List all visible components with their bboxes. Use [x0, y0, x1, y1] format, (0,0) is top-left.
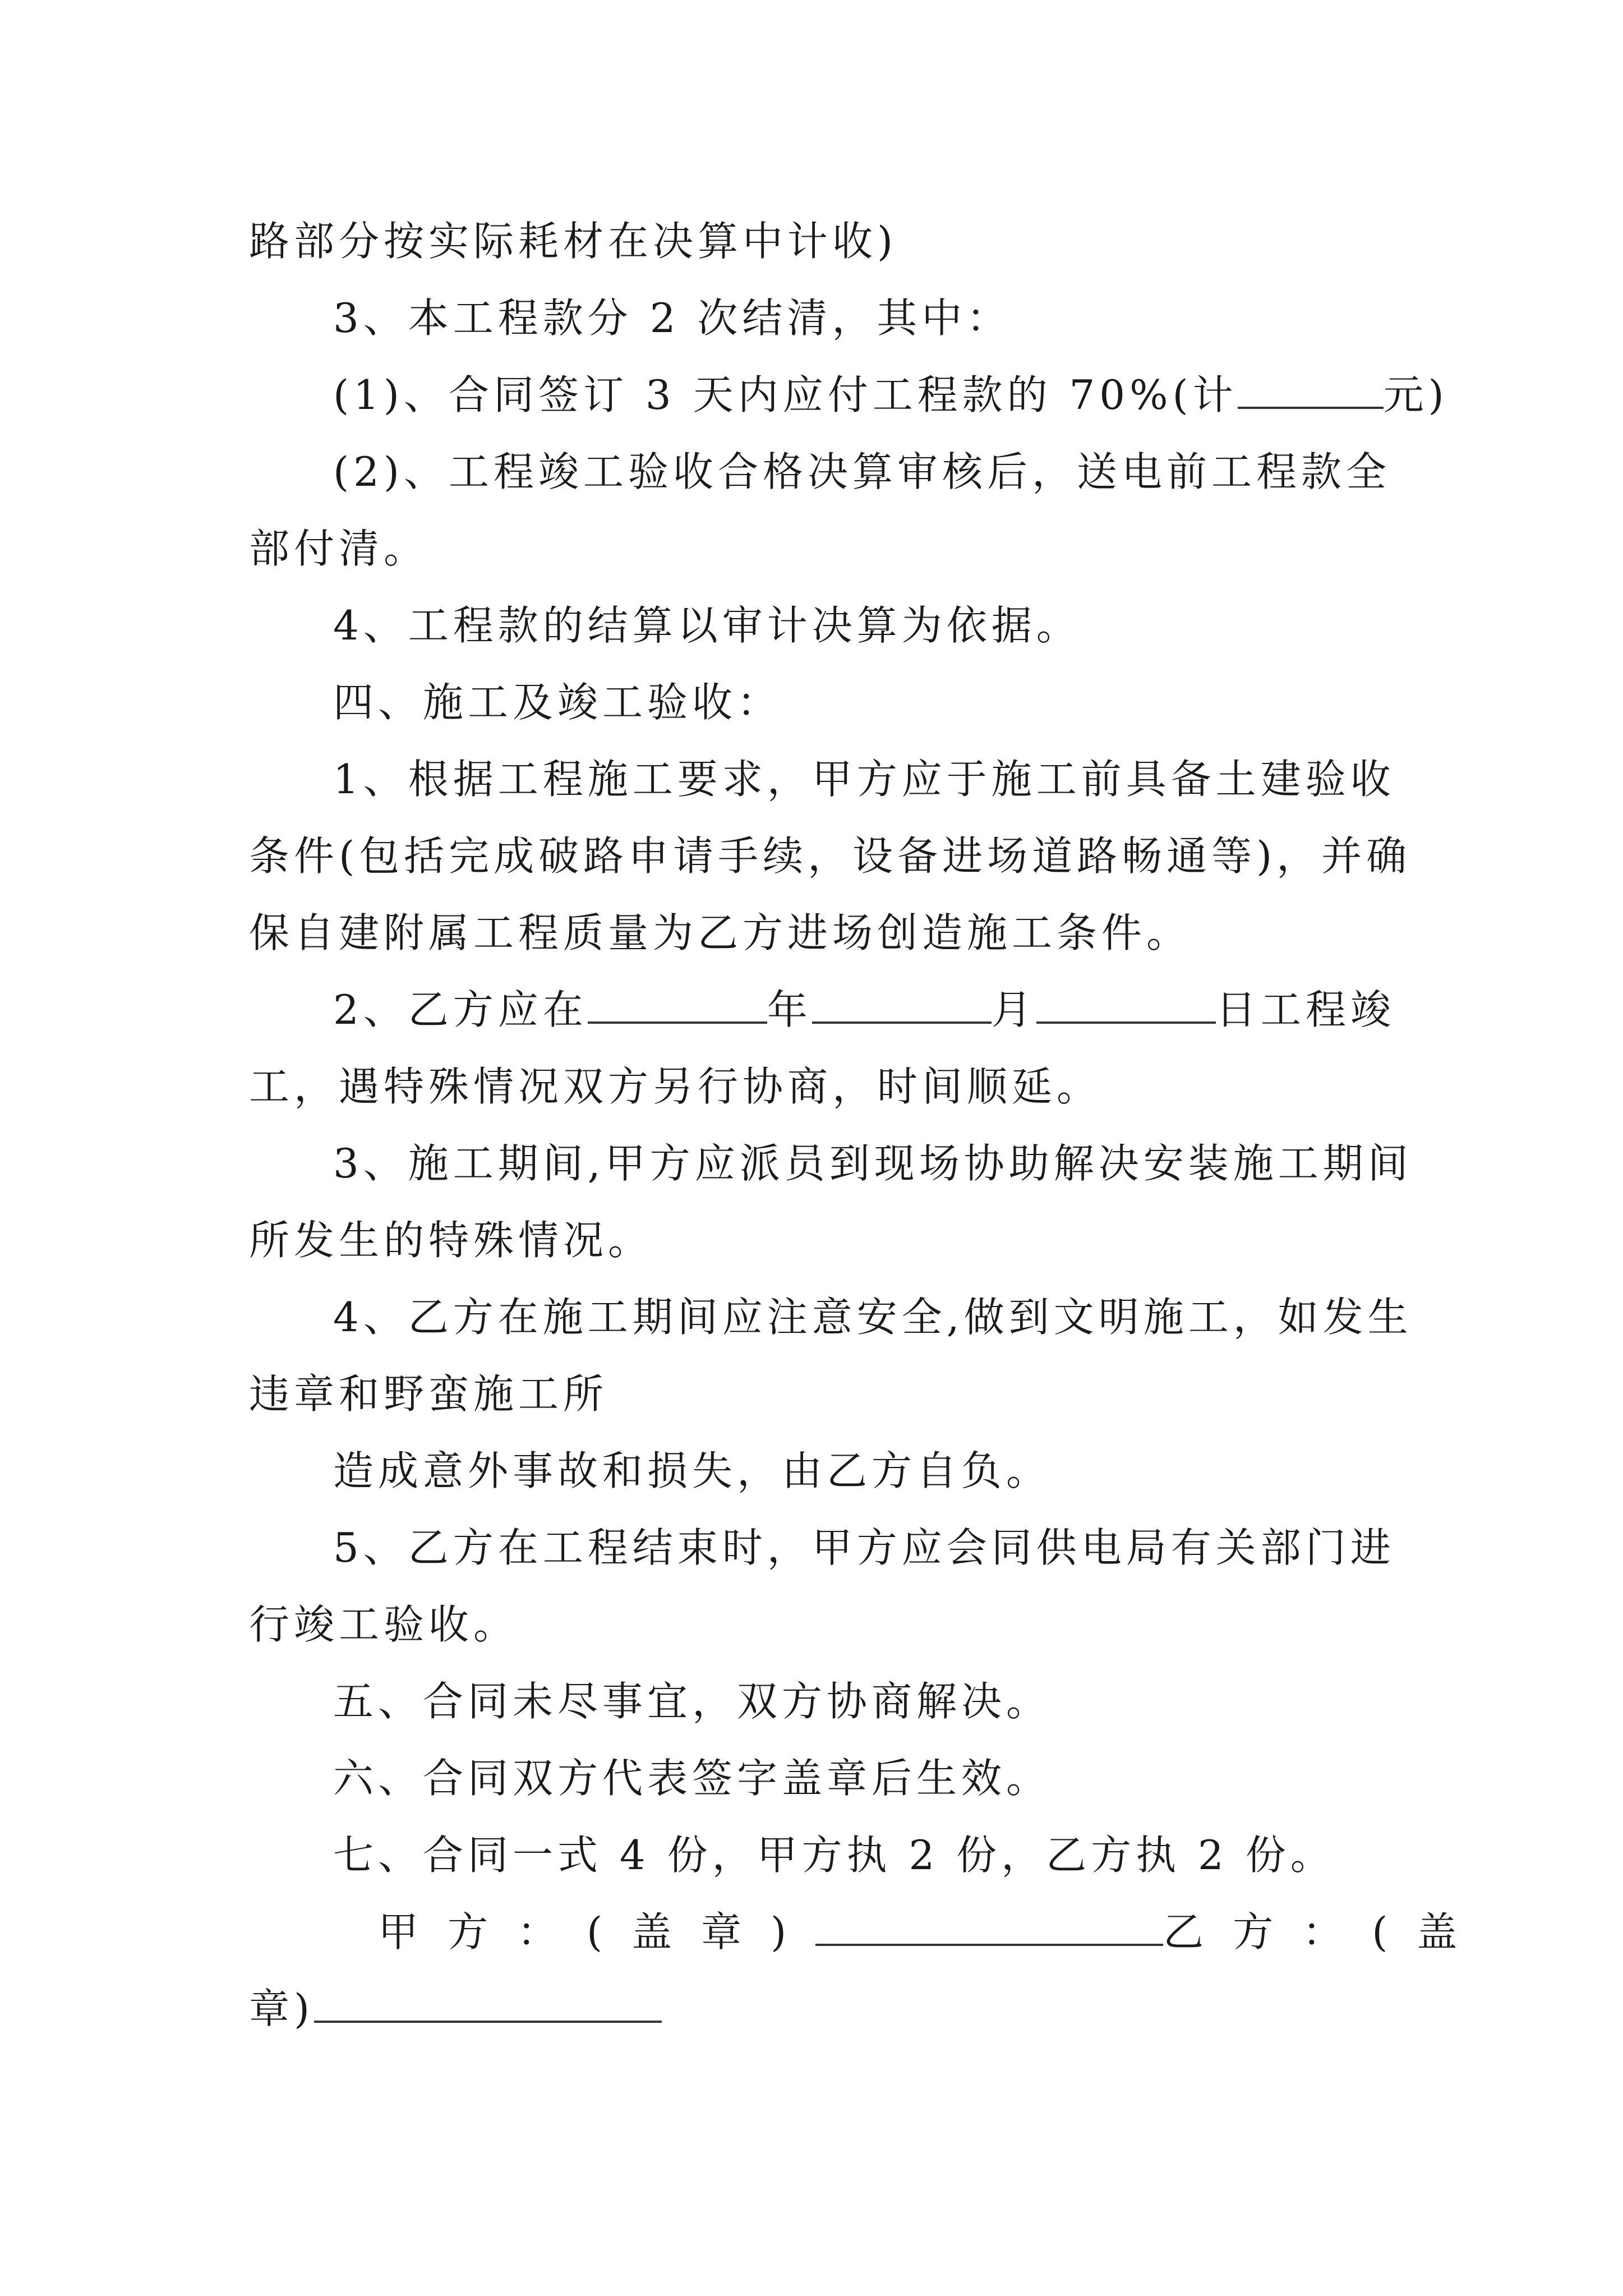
payment-term-1-unit: 元) — [1383, 371, 1449, 418]
payment-term-1-text: (1)、合同签订 3 天内应付工程款的 70%(计 — [333, 371, 1238, 418]
clause-2-prefix: 2、乙方应在 — [333, 986, 588, 1033]
clause-1-line-3: 保自建附属工程质量为乙方进场创造施工条件。 — [249, 909, 1192, 956]
party-b-label-cont: 章) — [249, 1985, 315, 2032]
month-blank — [812, 978, 992, 1024]
payment-term-1 — [249, 361, 1449, 438]
clause-4-line-2: 违章和野蛮施工所 — [249, 1370, 608, 1418]
section-seven: 七、合同一式 4 份，甲方执 2 份，乙方执 2 份。 — [333, 1832, 1335, 1879]
payment-term-2: (2)、工程竣工验收合格决算审核后，送电前工程款全 — [333, 448, 1391, 495]
payment-term-2-cont: 部付清。 — [249, 525, 429, 572]
clause-2-line-1 — [249, 976, 1395, 1053]
party-b-label: 乙方：(盖 — [1163, 1908, 1487, 1955]
party-a-signature — [378, 1898, 1163, 1966]
amount-blank — [1238, 363, 1384, 409]
section-six: 六、合同双方代表签字盖章后生效。 — [333, 1755, 1052, 1802]
section-five: 五、合同未尽事宜，双方协商解决。 — [333, 1678, 1052, 1725]
signature-line — [249, 1898, 1487, 1975]
settlement-basis: 4、工程款的结算以审计决算为依据。 — [333, 602, 1081, 649]
year-blank — [588, 978, 767, 1024]
clause-4-line-3: 造成意外事故和损失，由乙方自负。 — [333, 1447, 1052, 1494]
contract-body — [249, 208, 1487, 2052]
party-a-blank — [815, 1900, 1163, 1946]
payment-terms-heading: 3、本工程款分 2 次结清，其中： — [333, 295, 1012, 342]
clause-4-line-1: 4、乙方在施工期间应注意安全,做到文明施工，如发生 — [333, 1294, 1413, 1341]
month-label: 月 — [991, 986, 1036, 1033]
clause-3-line-1: 3、施工期间,甲方应派员到现场协助解决安装施工期间 — [333, 1140, 1413, 1187]
day-blank — [1036, 978, 1216, 1024]
section-heading-four: 四、施工及竣工验收： — [333, 679, 782, 726]
party-b-blank — [314, 1977, 662, 2023]
party-a-label: 甲方：(盖章) — [378, 1908, 816, 1955]
clause-5-line-1: 5、乙方在工程结束时，甲方应会同供电局有关部门进 — [333, 1524, 1395, 1571]
day-label: 日工程竣 — [1215, 986, 1395, 1033]
signature-line-cont — [249, 1975, 1374, 2052]
year-label: 年 — [767, 986, 812, 1033]
clause-2-line-2: 工，遇特殊情况双方另行协商，时间顺延。 — [249, 1063, 1102, 1110]
clause-1-line-1: 1、根据工程施工要求，甲方应于施工前具备土建验收 — [333, 756, 1395, 803]
clause-1-line-2: 条件(包括完成破路申请手续，设备进场道路畅通等)，并确 — [249, 832, 1412, 880]
clause-3-line-2: 所发生的特殊情况。 — [249, 1217, 653, 1264]
paragraph-line: 路部分按实际耗材在决算中计收) — [249, 218, 898, 265]
clause-5-line-2: 行竣工验收。 — [249, 1601, 519, 1648]
